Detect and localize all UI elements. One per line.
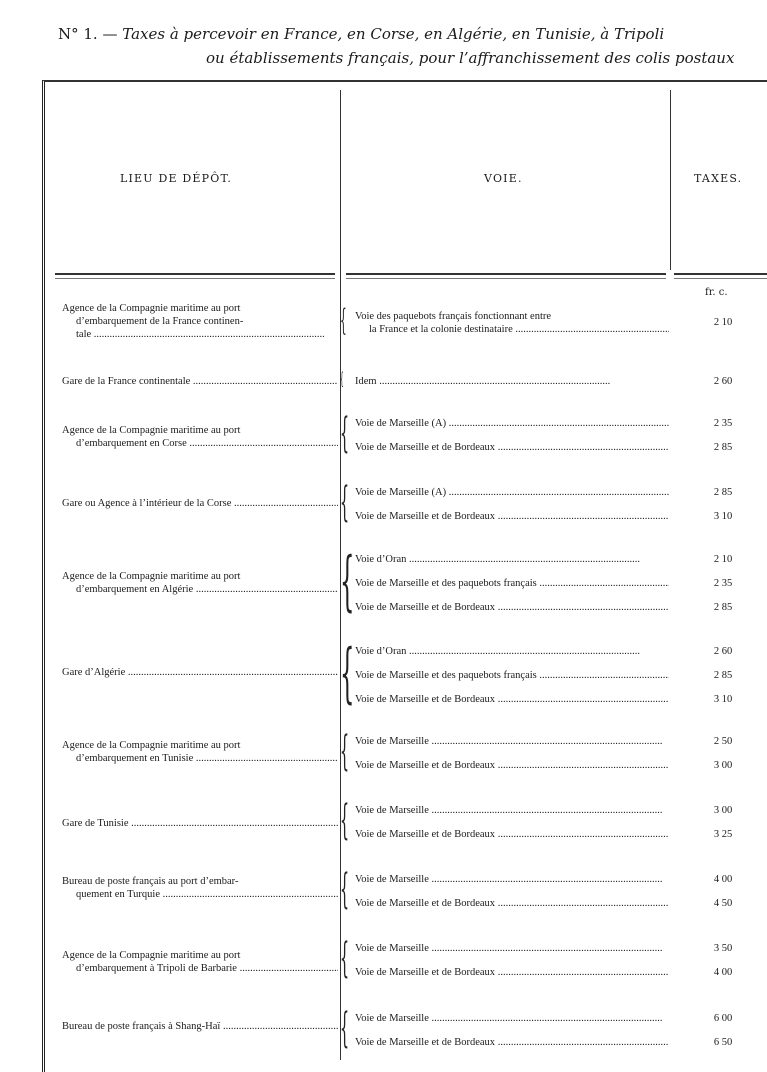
lieu-cell (62, 817, 338, 830)
voie-line: Idem ..... (355, 375, 669, 388)
voie-line: Voie de Marseille ..... (355, 735, 669, 748)
taxe-value: 2 50 (713, 736, 733, 747)
lieu-line: d’embarquement de la France continen- (76, 316, 244, 327)
voie-cell (355, 735, 669, 748)
row-brace: { (340, 796, 350, 844)
voie-cell (355, 417, 669, 430)
voie-line: Voie de Marseille ..... (355, 1012, 669, 1025)
taxe-value: 2 35 (713, 418, 733, 429)
lieu-cell (62, 375, 338, 388)
voie-cell (355, 310, 669, 336)
voie-cell (355, 693, 669, 706)
voie-cell (355, 1012, 669, 1025)
lieu-cell (62, 302, 338, 341)
header-voie: VOIE. (484, 172, 523, 185)
lieu-line: d’embarquement en Corse ..... (62, 437, 338, 450)
lieu-cell (62, 739, 338, 765)
lieu-line: d’embarquement à Tripoli de Barbarie ..... (62, 962, 338, 975)
lieu-cell (62, 875, 338, 901)
voie-line: Voie de Marseille ..... (355, 942, 669, 955)
voie-line: Voie de Marseille et de Bordeaux ..... (355, 441, 669, 454)
voie-cell (355, 441, 669, 454)
lieu-cell (62, 666, 338, 679)
taxe-value: 2 60 (713, 376, 733, 387)
lieu-line: quement en Turquie ..... (62, 888, 338, 901)
lieu-line: Gare de Tunisie ..... (62, 817, 338, 830)
row-brace: { (340, 1004, 350, 1052)
voie-line: Voie de Marseille et des paquebots français ..... (355, 669, 669, 682)
voie-line: Voie de Marseille et des paquebots français ..... (355, 577, 669, 590)
voie-line: la France et la colonie destinataire ..... (355, 323, 669, 336)
row-brace: { (340, 369, 344, 389)
taxe-value: 4 00 (713, 874, 733, 885)
lieu-line: d’embarquement en Algérie ..... (62, 583, 338, 596)
voie-cell (355, 669, 669, 682)
voie-line: Voie des paquebots français fonctionnant entre (355, 311, 552, 322)
voie-line: Voie de Marseille et de Bordeaux ..... (355, 828, 669, 841)
column-divider-voie-taxes (670, 90, 671, 270)
lieu-line: Agence de la Compagnie maritime au port (62, 740, 241, 751)
voie-line: Voie de Marseille ..... (355, 804, 669, 817)
taxe-value: 3 50 (713, 943, 733, 954)
taxe-value: 2 85 (713, 670, 733, 681)
taxe-value: 3 25 (713, 829, 733, 840)
voie-cell (355, 966, 669, 979)
voie-cell (355, 759, 669, 772)
lieu-line: Gare d’Algérie ..... (62, 666, 338, 679)
voie-cell (355, 375, 669, 388)
lieu-cell (62, 570, 338, 596)
taxe-value: 3 00 (713, 760, 733, 771)
voie-cell (355, 601, 669, 614)
taxe-value: 3 10 (713, 511, 733, 522)
taxe-value: 2 85 (713, 442, 733, 453)
taxe-value: 4 00 (713, 967, 733, 978)
lieu-line: Bureau de poste français à Shang-Haï ..... (62, 1020, 338, 1033)
header-rule-lieu (55, 273, 335, 279)
row-brace: { (340, 865, 350, 913)
voie-cell (355, 897, 669, 910)
row-brace: { (340, 409, 350, 457)
row-brace: { (340, 727, 350, 775)
voie-cell (355, 510, 669, 523)
lieu-cell (62, 497, 338, 510)
lieu-line: Agence de la Compagnie maritime au port (62, 950, 241, 961)
voie-line: Voie de Marseille (A) ..... (355, 417, 669, 430)
taxe-value: 6 00 (713, 1013, 733, 1024)
taxe-value: 2 60 (713, 646, 733, 657)
taxe-value: 2 10 (713, 554, 733, 565)
taxe-value: 2 85 (713, 487, 733, 498)
lieu-cell (62, 1020, 338, 1033)
lieu-line: Agence de la Compagnie maritime au port (62, 571, 241, 582)
row-brace: { (340, 934, 350, 982)
lieu-line: d’embarquement en Tunisie ..... (62, 752, 338, 765)
voie-line: Voie de Marseille et de Bordeaux ..... (355, 966, 669, 979)
taxe-value: 2 85 (713, 602, 733, 613)
voie-cell (355, 553, 669, 566)
taxe-value: 2 35 (713, 578, 733, 589)
voie-cell (355, 486, 669, 499)
lieu-line: Gare ou Agence à l’intérieur de la Corse ..... (62, 497, 338, 510)
voie-line: Voie de Marseille et de Bordeaux ..... (355, 510, 669, 523)
taxe-value: 3 10 (713, 694, 733, 705)
lieu-line: Agence de la Compagnie maritime au port (62, 303, 241, 314)
taxe-value: 6 50 (713, 1037, 733, 1048)
table-number: N° 1. — (58, 25, 118, 43)
header-lieu: LIEU DE DÉPÔT. (120, 172, 233, 185)
row-brace: { (340, 478, 350, 526)
lieu-line: Gare de la France continentale ..... (62, 375, 338, 388)
voie-line: Voie d’Oran ..... (355, 645, 669, 658)
lieu-cell (62, 949, 338, 975)
voie-line: Voie d’Oran ..... (355, 553, 669, 566)
voie-line: Voie de Marseille (A) ..... (355, 486, 669, 499)
taxe-value: 2 10 (713, 317, 733, 328)
row-brace: { (340, 636, 355, 711)
voie-line: Voie de Marseille et de Bordeaux ..... (355, 897, 669, 910)
header-rule-voie (346, 273, 666, 279)
voie-line: Voie de Marseille et de Bordeaux ..... (355, 601, 669, 614)
voie-cell (355, 577, 669, 590)
voie-cell (355, 828, 669, 841)
lieu-line: Bureau de poste français au port d’embar- (62, 876, 239, 887)
header-taxes: TAXES. (694, 172, 743, 185)
units-label: fr. c. (705, 287, 728, 298)
header-rule-taxes (674, 273, 767, 279)
title-line-1: Taxes à percevoir en France, en Corse, en Algérie, en Tunisie, à Tripoli (122, 25, 665, 43)
taxe-value: 3 00 (713, 805, 733, 816)
taxe-value: 4 50 (713, 898, 733, 909)
voie-line: Voie de Marseille et de Bordeaux ..... (355, 693, 669, 706)
lieu-line: Agence de la Compagnie maritime au port (62, 425, 241, 436)
page-title (58, 22, 767, 67)
lieu-cell (62, 424, 338, 450)
voie-line: Voie de Marseille et de Bordeaux ..... (355, 1036, 669, 1049)
lieu-line: tale ..... (62, 328, 338, 341)
voie-cell (355, 804, 669, 817)
voie-line: Voie de Marseille ..... (355, 873, 669, 886)
row-brace: { (340, 544, 355, 619)
voie-cell (355, 873, 669, 886)
voie-line: Voie de Marseille et de Bordeaux ..... (355, 759, 669, 772)
voie-cell (355, 942, 669, 955)
voie-cell (355, 1036, 669, 1049)
title-line-2: ou établissements français, pour l’affranchissement des colis postaux (206, 49, 735, 67)
voie-cell (355, 645, 669, 658)
row-brace: { (340, 303, 347, 338)
